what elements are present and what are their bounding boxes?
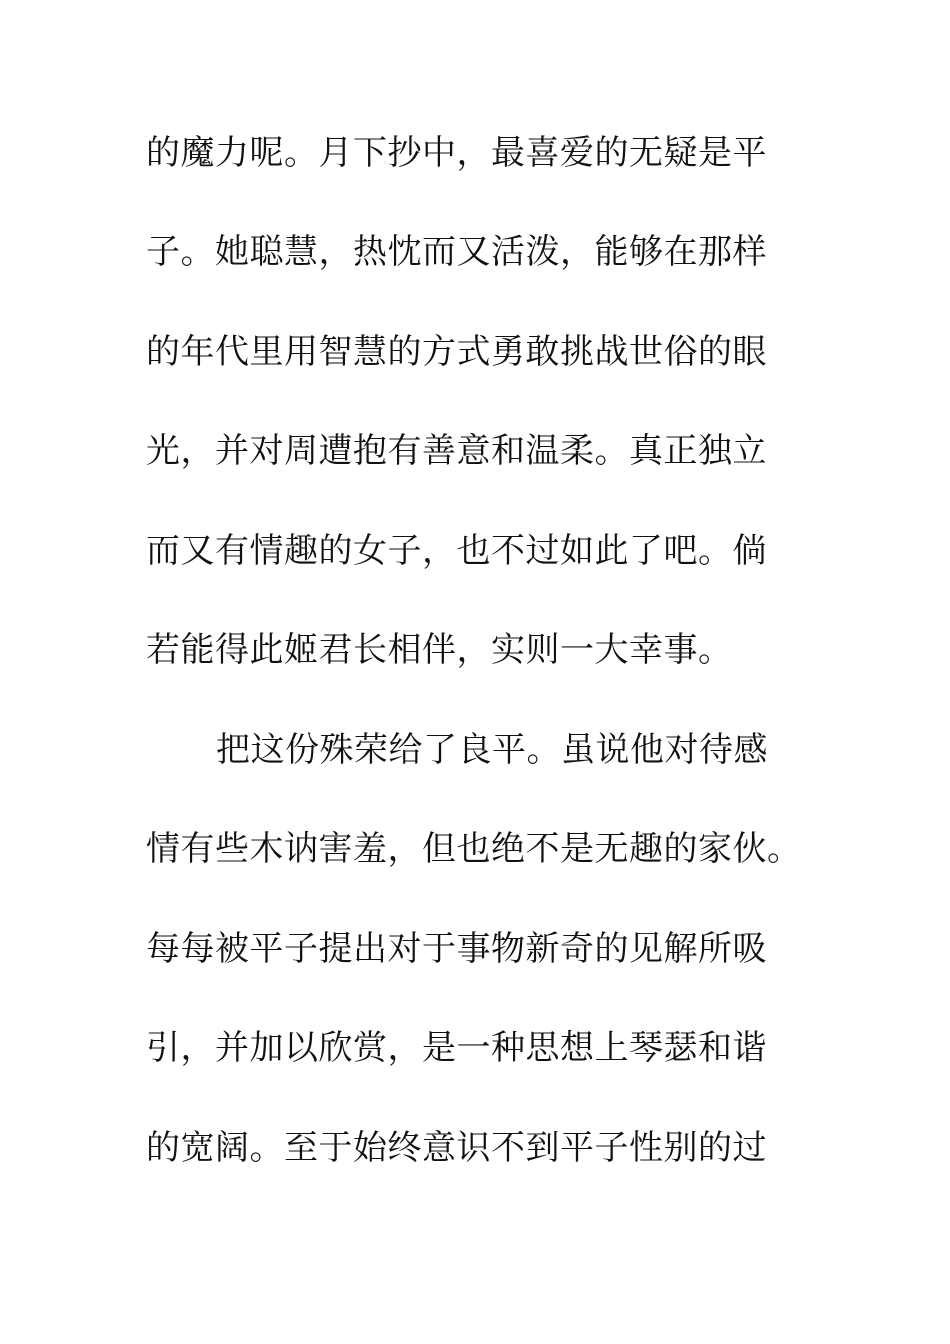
text-line: 的魔力呢。月下抄中，最喜爱的无疑是平 [146,133,767,173]
text-line: 的年代里用智慧的方式勇敢挑战世俗的眼 [146,332,767,372]
paragraph-first-line: 把这份殊荣给了良平。虽说他对待感 [216,730,768,770]
text-line: 情有些木讷害羞，但也绝不是无趣的家伙。 [146,829,802,869]
text-line: 而又有情趣的女子，也不过如此了吧。倘 [146,531,767,571]
text-line: 的宽阔。至于始终意识不到平子性别的过 [146,1128,767,1168]
text-line: 若能得此姬君长相伴，实则一大幸事。 [146,630,733,670]
text-line: 光，并对周遭抱有善意和温柔。真正独立 [146,431,767,471]
text-line: 子。她聪慧，热忱而又活泼，能够在那样 [146,232,767,272]
text-line: 引，并加以欣赏，是一种思想上琴瑟和谐 [146,1028,767,1068]
text-line: 每每被平子提出对于事物新奇的见解所吸 [146,929,767,969]
